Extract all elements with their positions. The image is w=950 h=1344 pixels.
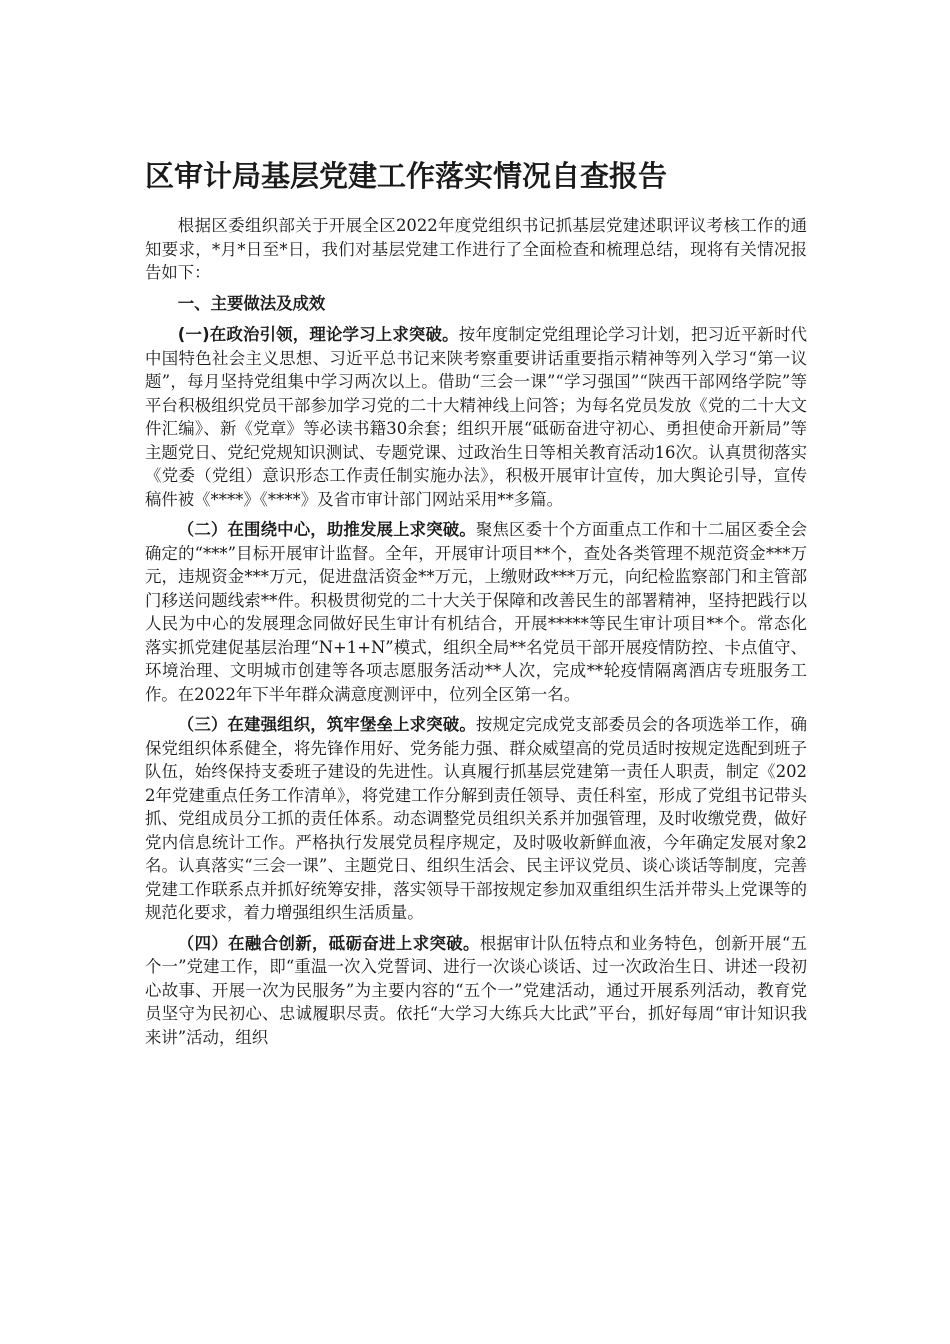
document-body [145,150,807,1056]
paragraph-2 [145,518,807,706]
paragraph-3-lead: （三）在建强组织，筑牢堡垒上求突破。 [177,715,476,734]
paragraph-1-lead: (一)在政治引领，理论学习上求突破。 [177,325,459,344]
section-heading: 一、主要做法及成效 [177,293,326,313]
paragraph-4-lead: （四）在融合创新，砥砺奋进上求突破。 [177,933,480,953]
paragraph-3-body: 按规定完成党支部委员会的各项选举工作，确保党组织体系健全，将先锋作用好、党务能力强、群众威望高的党员适时按规定选配到班子队伍，始终保持支委班子建设的先进性。认真履行抓基层党建第一责任人职责，制定《2022年党建重点任务工作清单》，将党建工作分解到责任领导、责任科室，形成了党组书记带头抓、党组成员分工抓的责任体系。动态调整党员组织关系并加强管理，及时收缴党费，做好党内信息统计工作。严格执行发展党员程序规定，及时吸收新鲜血液，今年确定发展对象2名。认真落实“三会一课”、主题党日、组织生活会、民主评议党员、谈心谈话等制度，完善党建工作联系点并抓好统筹安排，落实领导干部按规定参加双重组织生活并带头上党课等的规范化要求，着力增强组织生活质量。 [145,715,807,922]
paragraph-1 [145,323,807,511]
intro-paragraph: 根据区委组织部关于开展全区2022年度党组织书记抓基层党建述职评议考核工作的通知要求，*月*日至*日，我们对基层党建工作进行了全面检查和梳理总结，现将有关情况报告如下： [145,216,807,282]
paragraph-4-body: 根据审计队伍特点和业务特色，创新开展“五个一”党建工作，即“重温一次入党誓词、进行一次谈心谈话、过一次政治生日、讲述一段初心故事、开展一次为民服务”为主要内容的“五个一”党建活动，通过开展系列活动，教育党员坚守为民初心、忠诚履职尽责。依托“大学习大练兵大比武”平台，抓好每周“审计知识我来讲”活动，组织 [145,933,807,1047]
paragraph-4 [145,932,807,1050]
document-title: 区审计局基层党建工作落实情况自查报告 [145,159,668,193]
paragraph-2-lead: （二）在围绕中心，助推发展上求突破。 [177,520,476,539]
paragraph-3 [145,713,807,925]
paragraph-2-body: 聚焦区委十个方面重点工作和十二届区委全会确定的“***”目标开展审计监督。全年，开展审计项目**个，查处各类管理不规范资金***万元，违规资金***万元，促进盘活资金**万元，上缴财政***万元，向纪检监察部门和主管部门移送问题线索**件。积极贯彻党的二十大关于保障和改善民生的部署精神，坚持把践行以人民为中心的发展理念同做好民生审计有机结合，开展*****等民生审计项目**个。常态化落实抓党建促基层治理“N+1+N”模式，组织全局**名党员干部开展疫情防控、卡点值守、环境治理、文明城市创建等各项志愿服务活动**人次，完成**轮疫情隔离酒店专班服务工作。在2022年下半年群众满意度测评中，位列全区第一名。 [145,520,807,704]
paragraph-1-body: 按年度制定党组理论学习计划，把习近平新时代中国特色社会主义思想、习近平总书记来陕考察重要讲话重要指示精神等列入学习“第一议题”，每月坚持党组集中学习两次以上。借助“三会一课”“学习强国”“陕西干部网络学院”等平台积极组织党员干部参加学习党的二十大精神线上问答；为每名党员发放《党的二十大文件汇编》、新《党章》等必读书籍30余套；组织开展“砥砺奋进守初心、勇担使命开新局”等主题党日、党纪党规知识测试、专题党课、过政治生日等相关教育活动16次。认真贯彻落实《党委（党组）意识形态工作责任制实施办法》，积极开展审计宣传，加大舆论引导，宣传稿件被《****》《****》及省市审计部门网站采用**多篇。 [145,325,808,509]
